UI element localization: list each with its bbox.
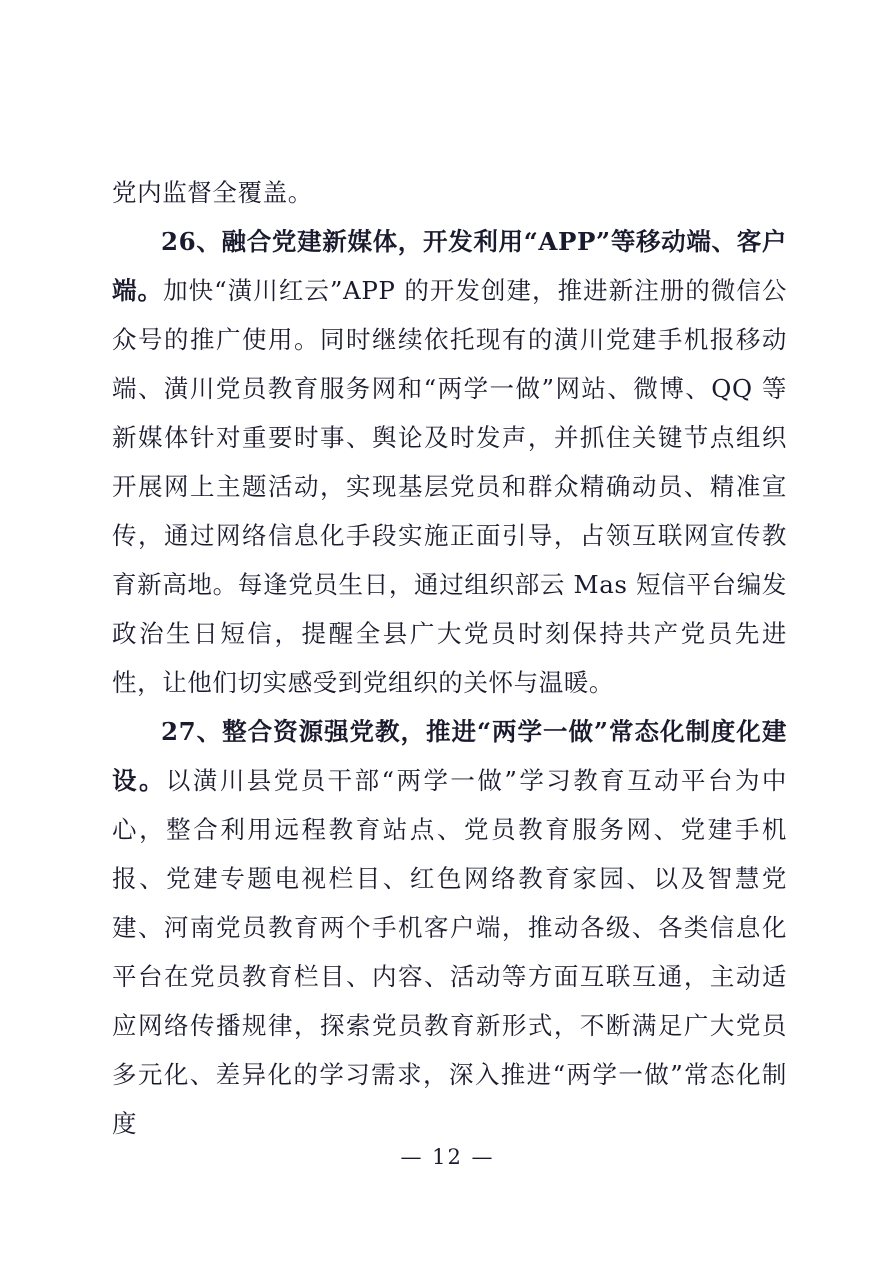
paragraph-item-27-lead: 27、整合资源强党教，推进“两学一做”常态化制度化建设。 [112, 717, 787, 795]
paragraph-item-27 [112, 707, 787, 1148]
page-footer [0, 1145, 895, 1169]
paragraph-continuation [112, 168, 787, 217]
paragraph-item-26 [112, 217, 787, 707]
document-body [112, 168, 787, 1148]
paragraph-continuation-text: 党内监督全覆盖。 [112, 178, 313, 207]
page-number: — 12 — [400, 1145, 495, 1169]
paragraph-item-27-text: 以潢川县党员干部“两学一做”学习教育互动平台为中心，整合利用远程教育站点、党员教育服务网、党建手机报、党建专题电视栏目、红色网络教育家园、以及智慧党建、河南党员教育两个手机客户端，推动各级、各类信息化平台在党员教育栏目、内容、活动等方面互联互通，主动适应网络传播规律，探索党员教育新形式，不断满足广大党员多元化、差异化的学习需求，深入推进“两学一做”常态化制度 [112, 766, 788, 1138]
paragraph-item-26-text: 加快“潢川红云”APP 的开发创建，推进新注册的微信公众号的推广使用。同时继续依托现有的潢川党建手机报移动端、潢川党员教育服务网和“两学一做”网站、微博、QQ 等新媒体针对重要时事、舆论及时发声，并抓住关键节点组织开展网上主题活动，实现基层党员和群众精确动员、精准宣传，通过网络信息化手段实施正面引导，占领互联网宣传教育新高地。每逢党员生日，通过组织部云 Mas 短信平台编发政治生日短信，提醒全县广大党员时刻保持共产党员先进性，让他们切实感受到党组织的关怀与温暖。 [112, 276, 788, 697]
paragraph-item-26-lead: 26、融合党建新媒体，开发利用“APP”等移动端、客户端。 [112, 227, 787, 305]
